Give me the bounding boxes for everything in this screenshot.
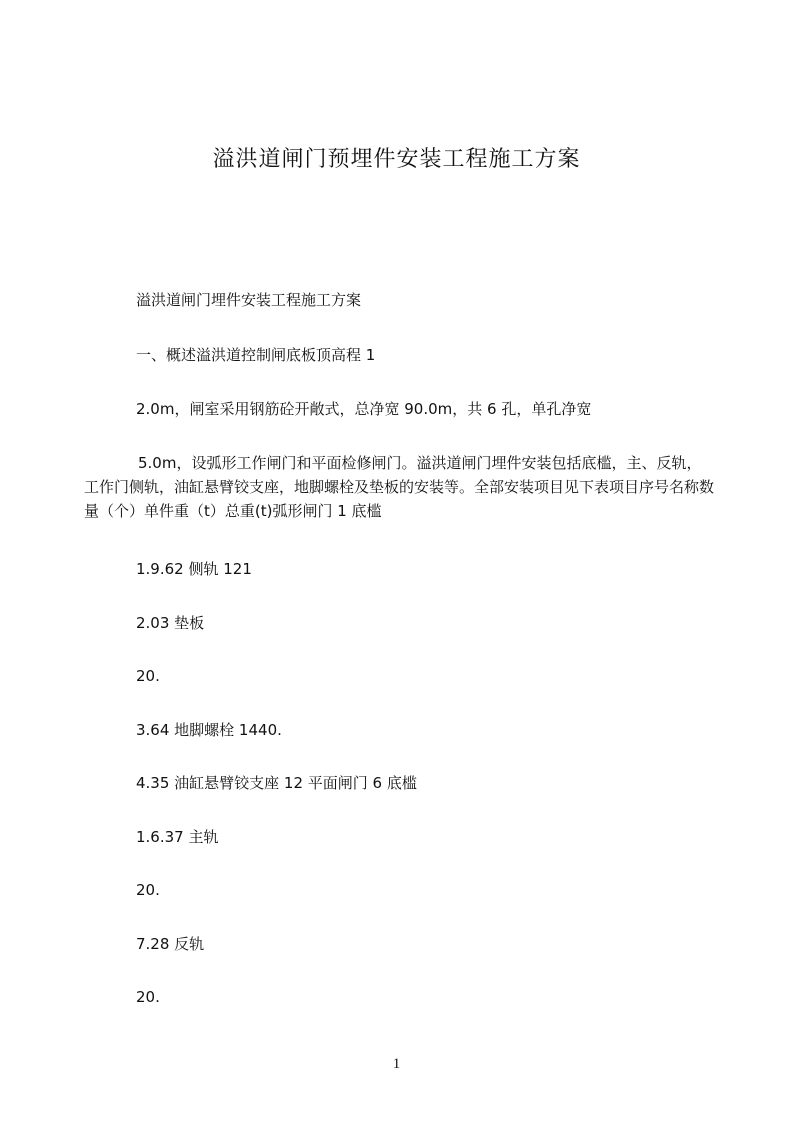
paragraph-item-reverse-rail: 7.28 反轨 (136, 935, 205, 953)
paragraph-item-main-rail: 1.6.37 主轨 (136, 828, 219, 846)
paragraph-gate-width: 2.0m，闸室采用钢筋砼开敞式，总净宽 90.0m，共 6 孔，单孔净宽 (136, 400, 592, 418)
paragraph-value: 20. (136, 988, 160, 1006)
paragraph-item-hinge-support: 4.35 油缸悬臂铰支座 12 平面闸门 6 底槛 (136, 774, 417, 792)
paragraph-value: 20. (136, 667, 160, 685)
paragraph-value: 20. (136, 881, 160, 899)
paragraph-subtitle: 溢洪道闸门埋件安装工程施工方案 (136, 291, 362, 309)
paragraph-overview-heading: 一、概述溢洪道控制闸底板顶高程 1 (136, 346, 376, 364)
paragraph-item-side-rail: 1.9.62 侧轨 121 (136, 560, 252, 578)
page-number: 1 (392, 1056, 401, 1072)
paragraph-item-anchor-bolt: 3.64 地脚螺栓 1440. (136, 721, 282, 739)
paragraph-installation-scope: 5.0m，设弧形工作闸门和平面检修闸门。溢洪道闸门埋件安装包括底槛，主、反轨，工作门侧轨，油缸悬臂铰支座，地脚螺栓及垫板的安装等。全部安装项目见下表项目序号名称数量（个）单件重（t）总重(t)弧形闸门 1 底槛 (84, 454, 715, 520)
document-title: 溢洪道闸门预埋件安装工程施工方案 (212, 147, 581, 172)
paragraph-item-shim-plate: 2.03 垫板 (136, 614, 205, 632)
